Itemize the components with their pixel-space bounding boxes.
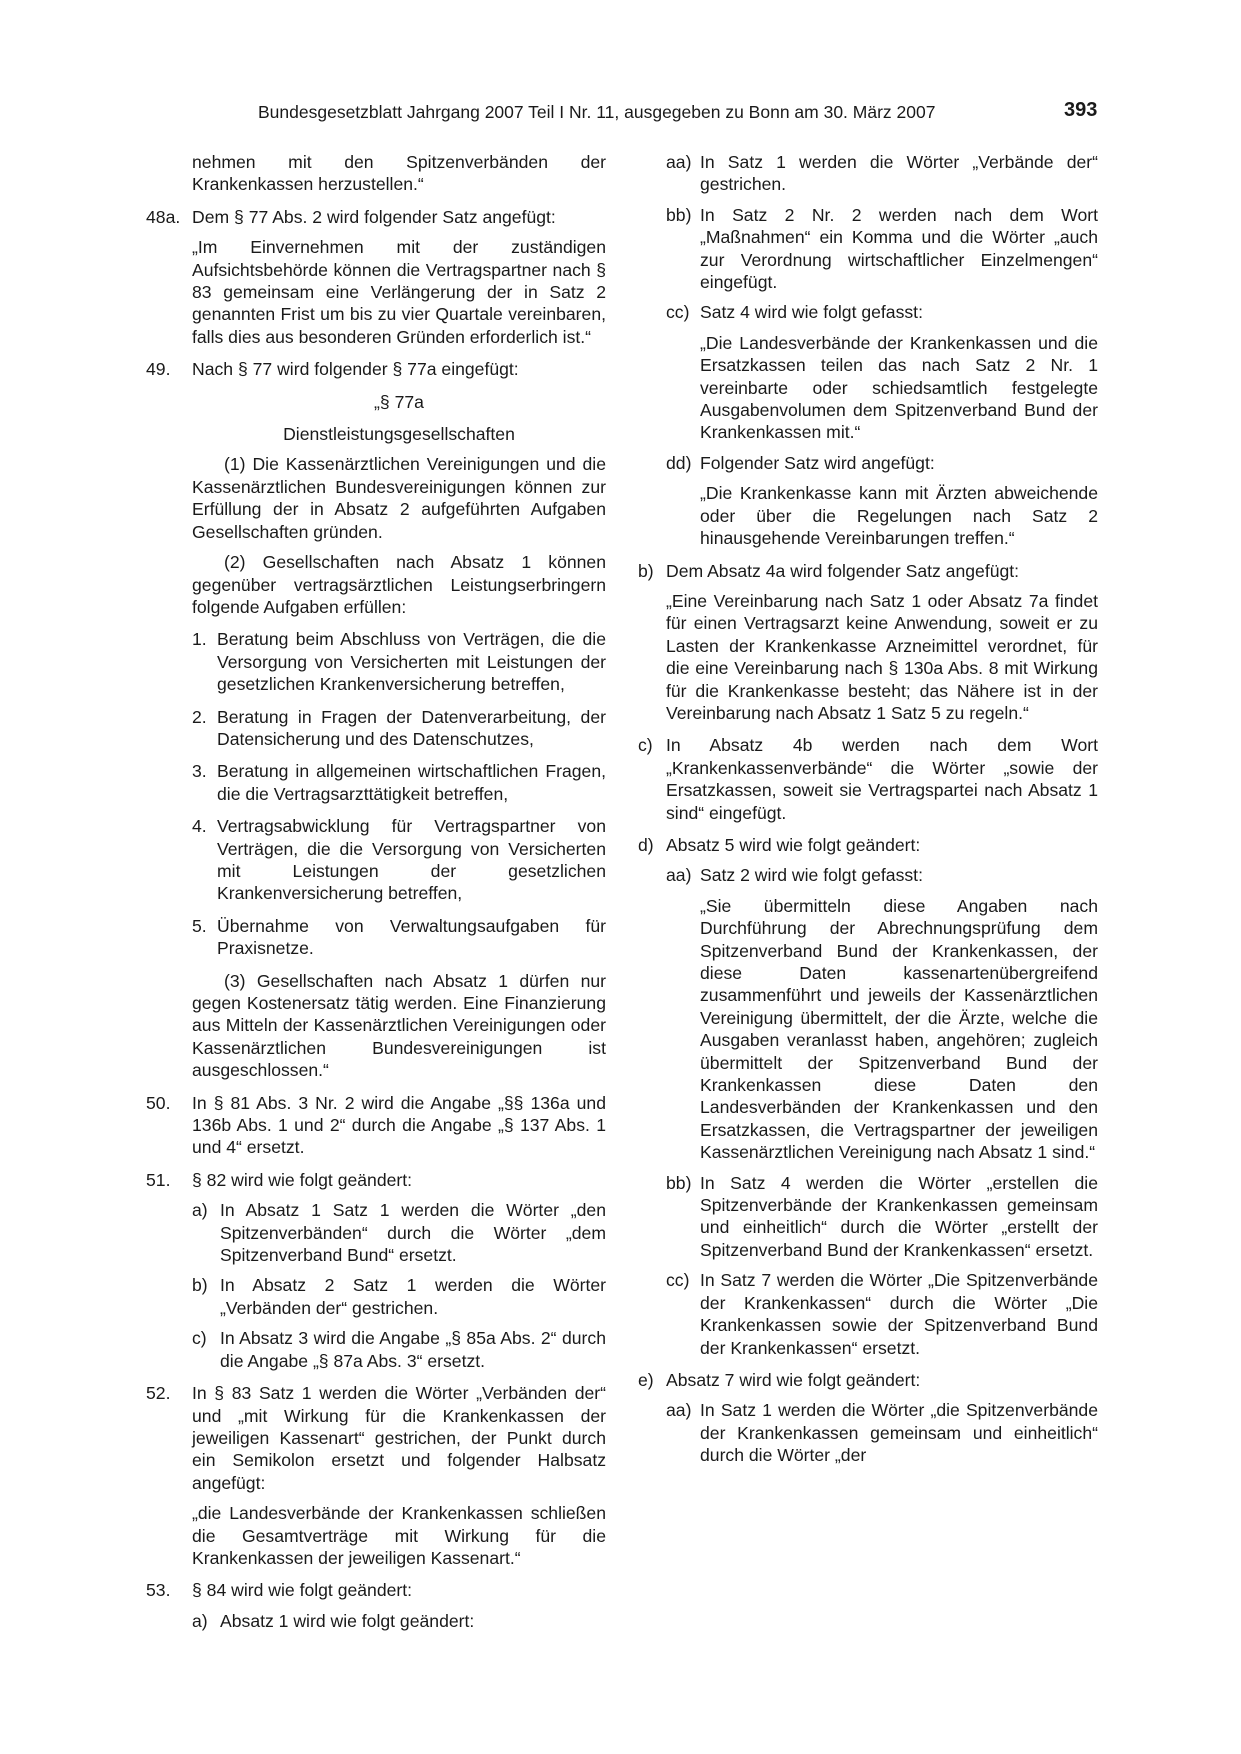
subitem-label: aa) [666, 1400, 692, 1421]
list-number: 2. [192, 706, 207, 727]
subitem-letter: b) [638, 560, 654, 581]
subitem-aa [666, 151, 1098, 196]
subitem-text: In Satz 1 werden die Wörter „die Spitzenverbände der Krankenkassen gemeinsam und einheitlich“ durch die Wörter „der [700, 1400, 1098, 1466]
subitem-51c [192, 1327, 606, 1372]
subitem-bb [666, 204, 1098, 294]
item-number: 53. [146, 1580, 171, 1601]
subitem-text: Dem Absatz 4a wird folgender Satz angefügt: [666, 560, 1020, 581]
list-item [192, 815, 606, 905]
subitem-d [638, 834, 1098, 856]
subitem-text: In Absatz 1 Satz 1 werden die Wörter „den Spitzenverbänden“ durch die Wörter „dem Spitzenverband Bund“ ersetzt. [220, 1200, 606, 1266]
quote-52: „die Landesverbände der Krankenkassen schließen die Gesamtverträge mit Wirkung für die Krankenkassen der jeweiligen Kassenart.“ [192, 1503, 606, 1568]
subitem-51b [192, 1274, 606, 1319]
subitem-letter: b) [192, 1275, 208, 1296]
item-51 [146, 1169, 606, 1191]
item-number: 51. [146, 1169, 171, 1190]
subitem-label: bb) [666, 1172, 692, 1193]
subitem-d-aa [666, 864, 1098, 886]
paragraph-1: (1) Die Kassenärztlichen Vereinigungen und die Kassenärztlichen Bundesvereinigungen können zur Erfüllung der in Absatz 2 aufgeführten Aufgaben Gesellschaften gründen. [192, 454, 606, 542]
subitem-text: Folgender Satz wird angefügt: [700, 452, 935, 473]
duties-list [192, 628, 606, 959]
item-49 [146, 358, 606, 380]
subitem-text: In Satz 1 werden die Wörter „Verbände der“ gestrichen. [700, 152, 1098, 195]
subitem-e [638, 1369, 1098, 1391]
subitem-letter: e) [638, 1369, 654, 1390]
subitem-text: Satz 2 wird wie folgt gefasst: [700, 865, 923, 886]
subitem-dd [666, 452, 1098, 474]
page-number: 393 [1064, 99, 1098, 121]
subitem-text: Satz 4 wird wie folgt gefasst: [700, 302, 923, 323]
list-item [192, 706, 606, 751]
subitem-letter: a) [192, 1610, 208, 1631]
quote-b: „Eine Vereinbarung nach Satz 1 oder Absatz 7a findet für einen Vertragsarzt keine Anwendung, soweit er zu Lasten der Krankenkasse Arzneimittel verordnet, für die eine Vereinbarung nach § 130a Abs. 8 mit Wirkung für die Krankenkasse besteht; das Nähere ist in der Vereinbarung nach Absatz 1 Satz 5 zu regeln.“ [666, 590, 1098, 723]
subitem-label: cc) [666, 1270, 690, 1291]
subitem-51a [192, 1199, 606, 1266]
list-number: 4. [192, 816, 207, 837]
subitem-text: Absatz 7 wird wie folgt geändert: [666, 1369, 921, 1390]
list-number: 1. [192, 629, 207, 650]
list-text: Vertragsabwicklung für Vertragspartner von Verträgen, die die Versorgung von Versicherten mit Leistungen der gesetzlichen Krankenversicherung betreffen, [217, 816, 606, 904]
list-text: Übernahme von Verwaltungsaufgaben für Praxisnetze. [217, 915, 606, 959]
section-title: Dienstleistungsgesellschaften [283, 424, 515, 445]
subitem-d-cc [666, 1269, 1098, 1359]
subitem-text: In Absatz 2 Satz 1 werden die Wörter „Verbänden der“ gestrichen. [220, 1275, 606, 1318]
quote-cc: „Die Landesverbände der Krankenkassen und die Ersatzkassen teilen das nach Satz 2 Nr. 1 vereinbarte oder schiedsamtlich festgelegte Ausgabenvolumen dem Spitzenverband Bund der Krankenkassen mit.“ [700, 332, 1098, 443]
list-text: Beratung in allgemeinen wirtschaftlichen Fragen, die die Vertragsarzttätigkeit betreffen, [217, 761, 606, 804]
item-number: 48a. [146, 206, 181, 227]
paragraph-3: (3) Gesellschaften nach Absatz 1 dürfen nur gegen Kostenersatz tätig werden. Eine Finanzierung aus Mitteln der Kassenärztlichen Vereinigungen oder Kassenärztlichen Bundesvereinigungen ist ausgeschlossen.“ [192, 970, 606, 1081]
subitem-53a [192, 1610, 606, 1632]
subitem-label: cc) [666, 302, 690, 323]
item-50 [146, 1092, 606, 1159]
subitem-text: In Absatz 3 wird die Angabe „§ 85a Abs. 2“ durch die Angabe „§ 87a Abs. 3“ ersetzt. [220, 1328, 606, 1371]
item-52 [146, 1382, 606, 1494]
subitem-c [638, 734, 1098, 824]
item-text: In § 83 Satz 1 werden die Wörter „Verbänden der“ und „mit Wirkung für die Krankenkassen der jeweiligen Kassenart“ gestrichen, der Punkt durch ein Semikolon ersetzt und folgender Halbsatz angefügt: [192, 1383, 606, 1493]
subitem-text: In Satz 2 Nr. 2 werden nach dem Wort „Maßnahmen“ ein Komma und die Wörter „auch zur Verordnung wirtschaftlicher Einzelmengen“ eingefügt. [700, 204, 1098, 293]
subitem-label: dd) [666, 452, 692, 473]
item-number: 50. [146, 1092, 171, 1113]
subitem-b [638, 560, 1098, 582]
subitem-label: aa) [666, 865, 692, 886]
item-53 [146, 1579, 606, 1601]
section-heading: „§ 77a [374, 391, 424, 412]
item-intro: Dem § 77 Abs. 2 wird folgender Satz angefügt: [192, 206, 556, 227]
list-text: Beratung in Fragen der Datenverarbeitung, der Datensicherung und des Datenschutzes, [217, 706, 606, 749]
item-text: In § 81 Abs. 3 Nr. 2 wird die Angabe „§§ 136a und 136b Abs. 1 und 2“ durch die Angabe „§ 137 Abs. 1 und 4“ ersetzt. [192, 1092, 606, 1158]
quote-dd: „Die Krankenkasse kann mit Ärzten abweichende oder über die Regelungen nach Satz 2 hinausgehende Vereinbarungen treffen.“ [700, 483, 1098, 549]
quote-48a: „Im Einvernehmen mit der zuständigen Aufsichtsbehörde können die Vertragspartner nach § 83 gemeinsam eine Verlängerung der in Satz 2 genannten Frist um bis zu vier Quartale vereinbaren, falls dies aus besonderen Gründen erforderlich ist.“ [192, 237, 606, 347]
item-intro: Nach § 77 wird folgender § 77a eingefügt: [192, 359, 519, 380]
subitem-label: aa) [666, 152, 692, 172]
subitem-letter: c) [638, 735, 653, 756]
subitem-text: Absatz 1 wird wie folgt geändert: [220, 1610, 475, 1631]
subitem-label: bb) [666, 204, 692, 225]
subitem-text: In Satz 4 werden die Wörter „erstellen die Spitzenverbände der Krankenkassen gemeinsam und einheitlich“ durch die Wörter „erstellt der Spitzenverband Bund der Krankenkassen“ ersetzt. [700, 1172, 1098, 1260]
list-item [192, 915, 606, 960]
subitem-d-bb [666, 1172, 1098, 1262]
subitem-e-aa [666, 1399, 1098, 1466]
subitem-letter: c) [192, 1328, 207, 1349]
left-column [146, 151, 606, 1632]
item-number: 52. [146, 1383, 171, 1404]
running-header: Bundesgesetzblatt Jahrgang 2007 Teil I Nr. 11, ausgegeben zu Bonn am 30. März 2007 [258, 102, 936, 122]
subitem-letter: a) [192, 1200, 208, 1221]
item-number: 49. [146, 359, 171, 380]
subitem-text: In Satz 7 werden die Wörter „Die Spitzenverbände der Krankenkassen“ durch die Wörter „Die Krankenkassen sowie der Spitzenverband Bund der Krankenkassen“ ersetzt. [700, 1270, 1098, 1358]
list-item [192, 760, 606, 805]
item-intro: § 82 wird wie folgt geändert: [192, 1169, 413, 1190]
item-intro: § 84 wird wie folgt geändert: [192, 1580, 413, 1601]
subitem-text: Absatz 5 wird wie folgt geändert: [666, 834, 921, 855]
list-number: 5. [192, 915, 207, 936]
continued-text: nehmen mit den Spitzenverbänden der Krankenkassen herzustellen.“ [192, 152, 606, 195]
subitem-cc [666, 301, 1098, 323]
item-48a [146, 206, 606, 228]
paragraph-2: (2) Gesellschaften nach Absatz 1 können gegenüber vertragsärztlichen Leistungserbringern folgende Aufgaben erfüllen: [192, 552, 606, 617]
list-text: Beratung beim Abschluss von Verträgen, die die Versorgung von Versicherten mit Leistungen der gesetzlichen Krankenversicherung betreffen, [217, 629, 606, 695]
quote-d-aa: „Sie übermitteln diese Angaben nach Durchführung der Abrechnungsprüfung dem Spitzenverband Bund der Krankenkassen, der diese Daten kassenartenübergreifend zusammenführt und jeweils der Kassenärztlichen Vereinigung übermittelt, der die Ärzte, welche die Ausgaben veranlasst haben, angehören; zugleich übermittelt der Spitzenverband Bund der Krankenkassen diese Daten den Landesverbänden der Krankenkassen und den Ersatzkassen, die Vertragspartner der jeweiligen Kassenärztlichen Vereinigung nach Absatz 1 sind.“ [700, 895, 1098, 1163]
subitem-letter: d) [638, 834, 654, 855]
subitem-text: In Absatz 4b werden nach dem Wort „Krankenkassenverbände“ die Wörter „sowie der Ersatzkassen, soweit sie Vertragspartei nach Absatz 1 sind“ eingefügt. [666, 735, 1098, 823]
right-column [638, 151, 1098, 1467]
list-number: 3. [192, 761, 207, 782]
list-item [192, 628, 606, 695]
